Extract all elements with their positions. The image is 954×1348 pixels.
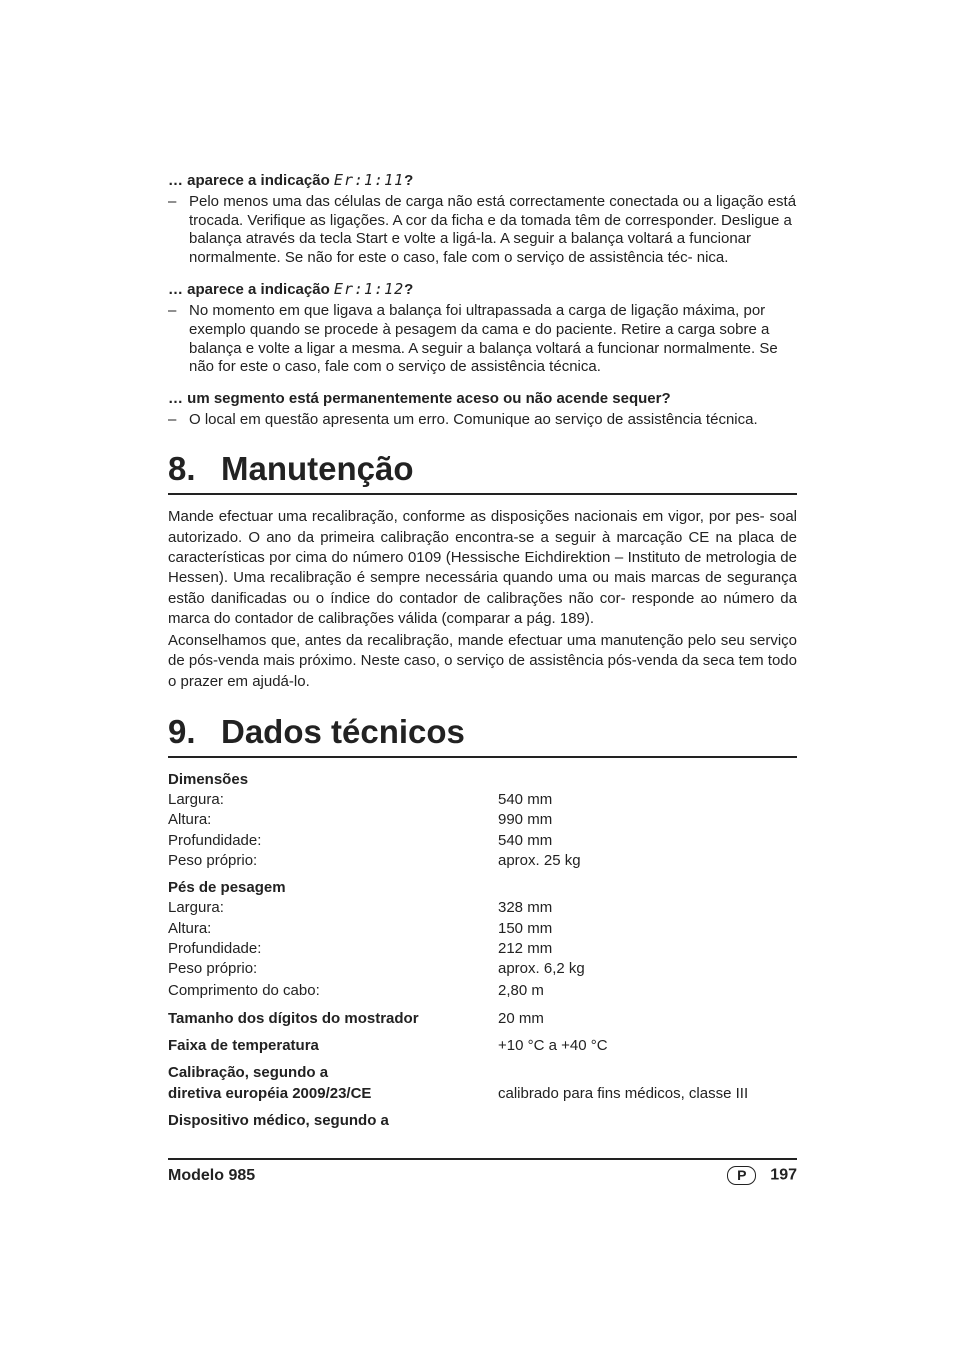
footer-page-info: [727, 1166, 797, 1185]
page-number: 197: [770, 1166, 797, 1184]
display-code: Er:1:12: [333, 280, 405, 299]
spec-row-temperatura: Faixa de temperatura +10 °C a +40 °C: [168, 1036, 608, 1054]
faq-answer-1: – Pelo menos uma das células de carga não está correctamente conectada ou a ligação está trocada. Verifique as ligações. A cor da ficha e da tomada têm de corresponder. Desligue a balança através da tecla Start e volte a ligá-la. A seguir a balança voltará a funcionar normalmente. Se não for este o caso, fale com o serviço de assistência téc- nica.: [168, 193, 797, 267]
page-content: [168, 170, 797, 1131]
faq-question-3: … um segmento está permanentemente aceso ou não acende sequer?: [168, 389, 671, 407]
faq-answer-3: – O local em questão apresenta um erro. Comunique ao serviço de assistência técnica.: [168, 411, 797, 430]
spec-row: Altura: 990 mm: [168, 811, 553, 829]
maintenance-paragraph-1: Mande efectuar uma recalibração, conforme as disposições nacionais em vigor, por pes- soal autorizado. O ano da primeira calibração encontra-se a seguir à marcação CE na placa de características por cima do número 0109 (Hessische Eichdirektion – Instituto de metrologia de Hessen). Uma recalibração é sempre necessária quando uma ou mais marcas de segurança estão danificadas ou o índice do contador de calibrações não cor- responde ao número da marca do contador de calibrações válida (comparar a pág. 189).: [168, 508, 797, 627]
faq-question-1: … aparece a indicação Er:1:11?: [168, 171, 414, 189]
language-badge: P: [727, 1166, 756, 1185]
maintenance-paragraph-2: Aconselhamos que, antes da recalibração, mande efectuar uma manutenção pelo seu serviço de pós-venda mais próximo. Neste caso, o serviço de assistência pós-venda da seca tem todo o prazer em ajudá-lo.: [168, 632, 797, 690]
spec-row: Altura: 150 mm: [168, 919, 553, 937]
specs-group-pes: Pés de pesagem: [168, 879, 286, 897]
spec-row-dispositivo: Dispositivo médico, segundo a: [168, 1111, 389, 1129]
spec-row: Largura: 540 mm: [168, 791, 553, 809]
faq-question-2: … aparece a indicação Er:1:12?: [168, 280, 414, 299]
section-heading-manutencao: 8. Manutenção: [168, 449, 797, 495]
spec-row-digitos: Tamanho dos dígitos do mostrador 20 mm: [168, 1009, 544, 1027]
page-footer: [168, 1158, 797, 1185]
spec-row: Peso próprio: aprox. 25 kg: [168, 851, 581, 869]
spec-row-calibracao-2: diretiva européia 2009/23/CE calibrado para fins médicos, classe III: [168, 1084, 749, 1102]
spec-row: Comprimento do cabo: 2,80 m: [168, 982, 544, 1000]
spec-row: Peso próprio: aprox. 6,2 kg: [168, 960, 585, 978]
specs-group-dimensoes: Dimensões: [168, 771, 249, 789]
faq-answer-2: – No momento em que ligava a balança foi ultrapassada a carga de ligação máxima, por exemplo quando se procede à pesagem da cama e do paciente. Retire a carga sobre a balança e volte a ligar a mesma. A seguir a balança voltará a funcionar normalmente. Se não for este o caso, fale com o serviço de assistência técnica.: [168, 302, 797, 376]
footer-model: Modelo 985: [168, 1166, 256, 1184]
section-heading-dados-tecnicos: 9. Dados técnicos: [168, 712, 797, 758]
spec-row-calibracao-1: Calibração, segundo a: [168, 1064, 329, 1082]
spec-row: Largura: 328 mm: [168, 899, 553, 917]
display-code: Er:1:11: [333, 171, 405, 189]
spec-row: Profundidade: 212 mm: [168, 939, 553, 957]
specs-table: [168, 770, 797, 1131]
spec-row: Profundidade: 540 mm: [168, 831, 553, 849]
